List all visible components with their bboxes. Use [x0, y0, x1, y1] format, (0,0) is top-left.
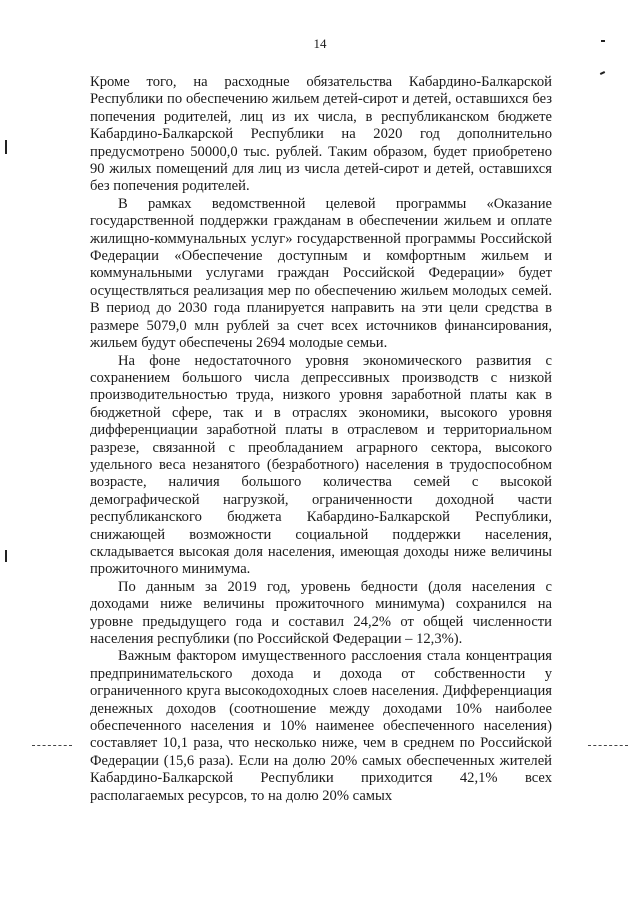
- paragraph-economic-background: На фоне недостаточного уровня экономического развития с сохранением большого числа депрессивных производств с низкой производительностью труда, низкого уровня заработной платы как в бюджетной сфере, так и в отраслях экономики, высокого уровня дифференциации заработной платы в отраслевом и территориальном разрезе, связанной с преобладанием аграрного сектора, высокого удельного веса незанятого (безработного) населения в трудоспособном возрасте, наличия большого количества семей с высокой демографической нагрузкой, ограниченности доходной части республиканского бюджета Кабардино-Балкарской Республики, снижающей возможности социальной поддержки населения, складывается высокая доля населения, имеющая доходы ниже величины прожиточного минимума.: [90, 352, 552, 578]
- paragraph-income-differentiation: Важным фактором имущественного расслоения стала концентрация предпринимательского дохода и дохода от собственности у ограниченного круга высокодоходных слоев населения. Дифференциация денежных доходов (соотношение между доходами 10% наиболее обеспеченного населения и 10% наименее обеспеченного населения) составляет 10,1 раза, что несколько ниже, чем в среднем по Российской Федерации (15,6 раза). Если на долю 20% самых обеспеченных жителей Кабардино-Балкарской Республики приходится 42,1% всех располагаемых ресурсов, то на долю 20% самых: [90, 648, 552, 804]
- paragraph-poverty-level: По данным за 2019 год, уровень бедности (доля населения с доходами ниже величины прожиточного минимума) сохранился на уровне предыдущего года и составил 24,2% от общей численности населения республики (по Российской Федерации – 12,3%).: [90, 578, 552, 647]
- scan-mark-left-upper: [5, 140, 7, 154]
- scan-dash-left: [32, 745, 72, 746]
- scan-mark-top-right-slash: [600, 71, 605, 75]
- scan-dash-right: [588, 745, 628, 746]
- document-body: [90, 74, 552, 805]
- paragraph-young-families-program: В рамках ведомственной целевой программы «Оказание государственной поддержки гражданам в обеспечении жильем и оплате жилищно-коммунальных услуг» государственной программы Российской Федерации «Обеспечение доступным и комфортным жильем и коммунальными услугами граждан Российской Федерации» будет осуществляться реализация мер по обеспечению жильем молодых семей. В период до 2030 года планируется направить на эти цели средства в размере 5079,0 млн рублей за счет всех источников финансирования, жильем будут обеспечены 2694 молодые семьи.: [90, 195, 552, 352]
- scan-mark-left-lower: [5, 550, 7, 562]
- paragraph-orphan-housing: Кроме того, на расходные обязательства Кабардино-Балкарской Республики по обеспечению жильем детей-сирот и детей, оставшихся без попечения родителей, лиц из их числа, в республиканском бюджете Кабардино-Балкарской Республики на 2020 год дополнительно предусмотрено 50000,0 тыс. рублей. Таким образом, будет приобретено 90 жилых помещений для лиц из числа детей-сирот и детей, оставшихся без попечения родителей.: [90, 74, 552, 195]
- page-number: 14: [313, 36, 327, 51]
